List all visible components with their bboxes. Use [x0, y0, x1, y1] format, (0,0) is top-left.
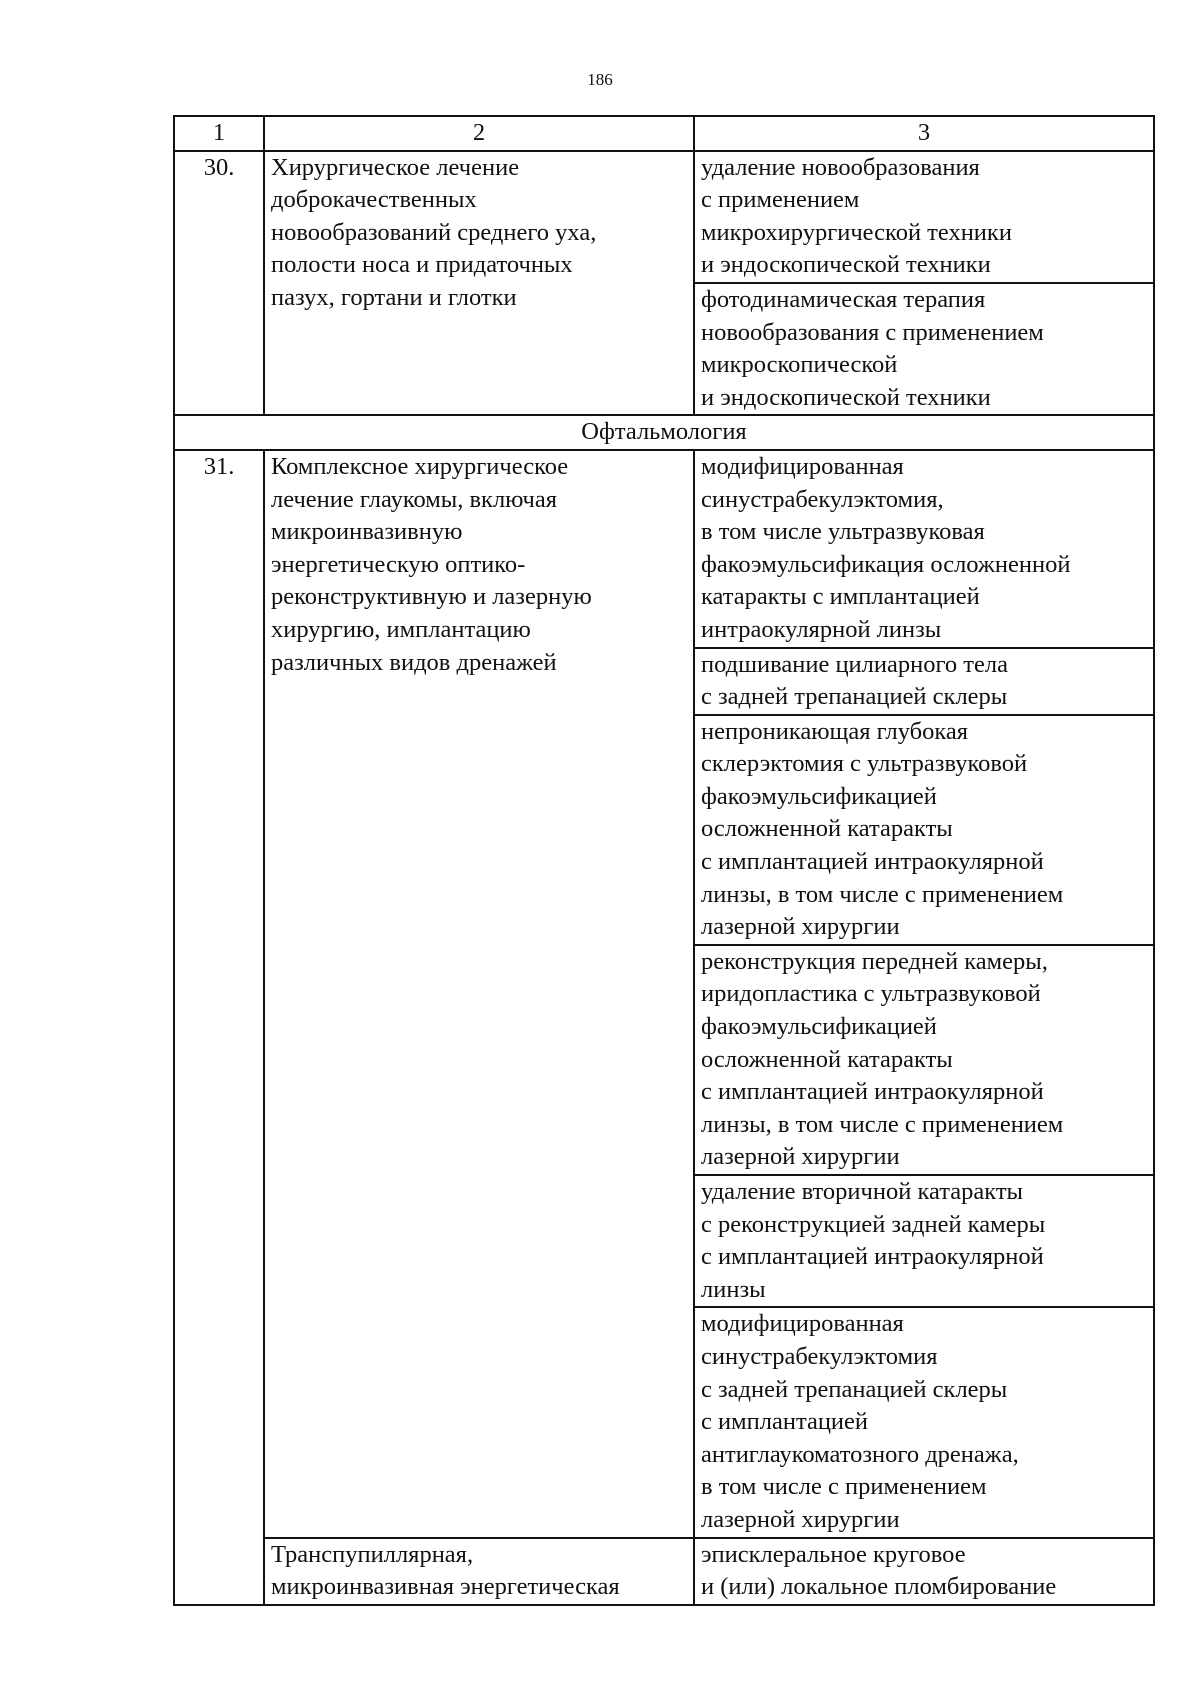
column-header-1: 1 — [174, 116, 264, 151]
method-cell: реконструкция передней камеры, иридопластика с ультразвуковой факоэмульсификацией осложненной катаракты с имплантацией интраокулярной линзы, в том числе с применением лазерной хирургии — [694, 945, 1154, 1175]
method-cell: непроникающая глубокая склерэктомия с ультразвуковой факоэмульсификацией осложненной катаракты с имплантацией интраокулярной линзы, в том числе с применением лазерной хирургии — [694, 715, 1154, 945]
column-header-2: 2 — [264, 116, 694, 151]
method-cell: подшивание цилиарного тела с задней трепанацией склеры — [694, 648, 1154, 715]
section-title: Офтальмология — [174, 415, 1154, 450]
table-row — [174, 1538, 1154, 1605]
treatment-name: Хирургическое лечение доброкачественных новообразований среднего уха, полости носа и придаточных пазух, гортани и глотки — [264, 151, 694, 416]
table-row — [174, 450, 1154, 648]
method-cell: эписклеральное круговое и (или) локальное пломбирование — [694, 1538, 1154, 1605]
column-header-3: 3 — [694, 116, 1154, 151]
method-cell: удаление новообразования с применением микрохирургической техники и эндоскопической техники — [694, 151, 1154, 283]
row-number: 30. — [174, 151, 264, 416]
treatment-name: Комплексное хирургическое лечение глаукомы, включая микроинвазивную энергетическую оптико- реконструктивную и лазерную хирургию, имплантацию различных видов дренажей — [264, 450, 694, 1538]
page-number: 186 — [587, 70, 613, 89]
treatment-name: Транспупиллярная, микроинвазивная энергетическая — [264, 1538, 694, 1605]
header-row — [174, 116, 1154, 151]
procedures-table — [173, 115, 1155, 1606]
method-cell: модифицированная синустрабекулэктомия с задней трепанацией склеры с имплантацией антиглаукоматозного дренажа, в том числе с применением лазерной хирургии — [694, 1307, 1154, 1537]
section-row — [174, 415, 1154, 450]
method-cell: фотодинамическая терапия новообразования с применением микроскопической и эндоскопической техники — [694, 283, 1154, 415]
row-number: 31. — [174, 450, 264, 1605]
table-row — [174, 151, 1154, 283]
method-cell: модифицированная синустрабекулэктомия, в том числе ультразвуковая факоэмульсификация осложненной катаракты с имплантацией интраокулярной линзы — [694, 450, 1154, 648]
method-cell: удаление вторичной катаракты с реконструкцией задней камеры с имплантацией интраокулярной линзы — [694, 1175, 1154, 1307]
